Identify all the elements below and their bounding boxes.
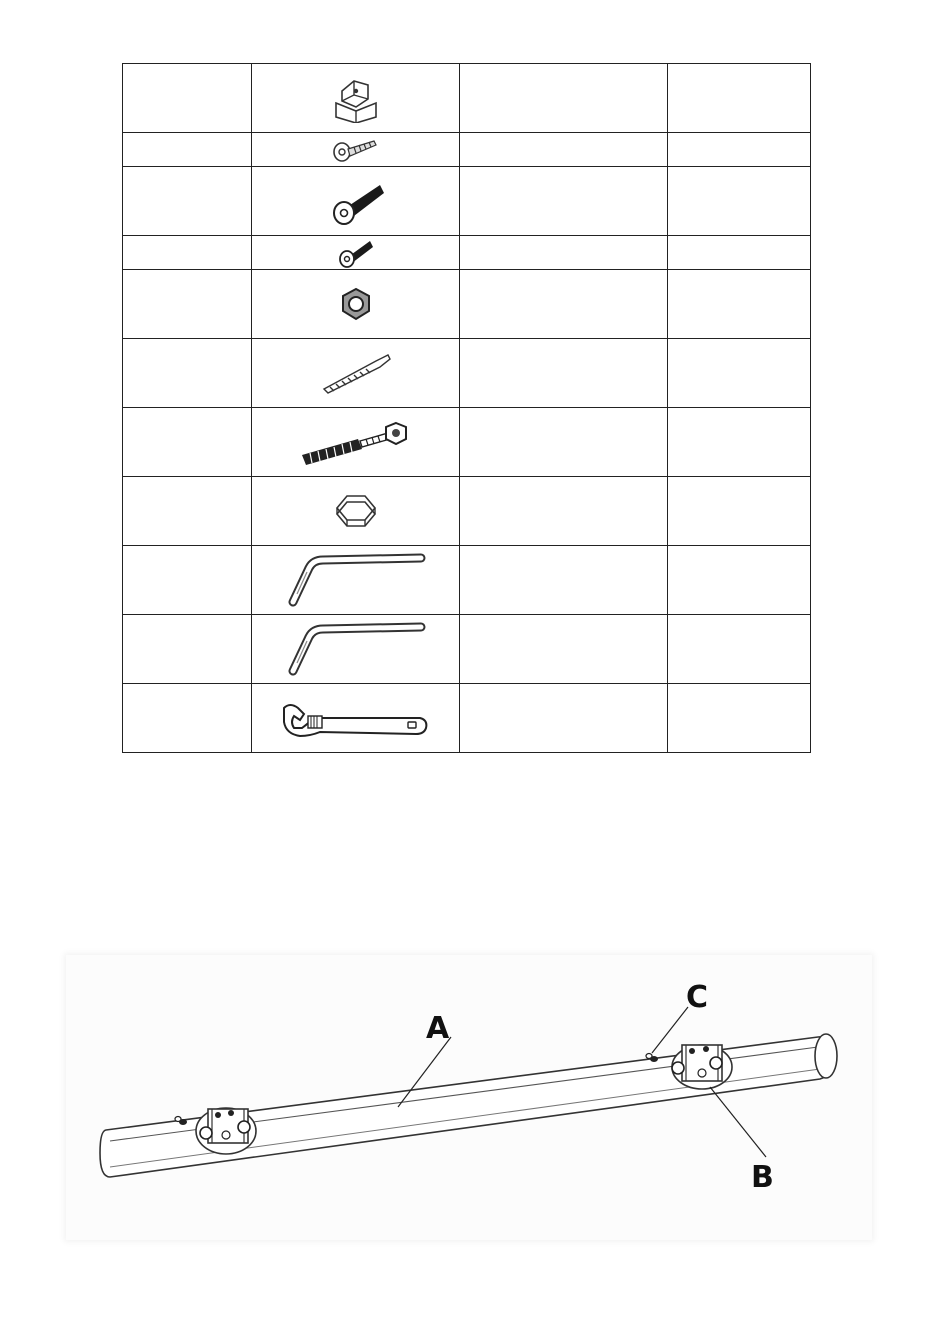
tube-end-cap: [815, 1034, 837, 1078]
part-image-cell: [252, 270, 460, 339]
part-ref: [123, 167, 252, 236]
part-qty: [668, 477, 811, 546]
part-image-cell: [252, 477, 460, 546]
part-description: [460, 167, 668, 236]
long-bolt-icon: [324, 173, 388, 229]
part-qty: [668, 270, 811, 339]
part-qty: [668, 339, 811, 408]
callout-a: A: [426, 1011, 450, 1046]
callout-b: B: [751, 1160, 774, 1195]
part-ref: [123, 408, 252, 477]
bracket-icon: [326, 73, 386, 123]
part-ref: [123, 236, 252, 270]
wall-anchor-bolt-icon: [296, 417, 416, 467]
part-image-cell: [252, 339, 460, 408]
wood-screw-icon: [318, 351, 394, 395]
part-description: [460, 408, 668, 477]
part-image-cell: [252, 133, 460, 167]
part-qty: [668, 167, 811, 236]
assembly-drawing: [66, 955, 872, 1240]
part-image-cell: [252, 408, 460, 477]
part-description: [460, 615, 668, 684]
small-screw-icon: [330, 135, 382, 165]
table-row: [123, 236, 811, 270]
callout-c: C: [686, 980, 709, 1015]
part-image-cell: [252, 546, 460, 615]
part-qty: [668, 546, 811, 615]
table-row: [123, 477, 811, 546]
table-row: [123, 167, 811, 236]
part-image-cell: [252, 684, 460, 753]
adjustable-wrench-icon: [280, 698, 432, 738]
part-qty: [668, 133, 811, 167]
table-row: [123, 546, 811, 615]
part-image-cell: [252, 615, 460, 684]
part-ref: [123, 477, 252, 546]
part-image-cell: [252, 64, 460, 133]
part-description: [460, 270, 668, 339]
table-row: [123, 684, 811, 753]
part-description: [460, 546, 668, 615]
part-qty: [668, 64, 811, 133]
part-ref: [123, 546, 252, 615]
table-row: [123, 615, 811, 684]
part-description: [460, 64, 668, 133]
table-row: [123, 408, 811, 477]
part-qty: [668, 236, 811, 270]
leader-line-b: [710, 1087, 766, 1157]
part-ref: [123, 64, 252, 133]
allen-key-small-icon: [281, 619, 431, 679]
part-description: [460, 477, 668, 546]
part-description: [460, 339, 668, 408]
part-image-cell: [252, 167, 460, 236]
table-row: [123, 64, 811, 133]
parts-table: [122, 63, 811, 753]
part-ref: [123, 615, 252, 684]
table-row: [123, 339, 811, 408]
part-image-cell: [252, 236, 460, 270]
part-ref: [123, 133, 252, 167]
hex-nut-icon: [338, 286, 374, 322]
part-qty: [668, 408, 811, 477]
part-ref: [123, 270, 252, 339]
short-bolt-icon: [334, 237, 378, 269]
part-qty: [668, 615, 811, 684]
left-bracket: [196, 1108, 256, 1154]
hex-insert-icon: [333, 492, 379, 530]
assembly-diagram: [66, 955, 872, 1240]
table-row: [123, 133, 811, 167]
part-qty: [668, 684, 811, 753]
part-description: [460, 236, 668, 270]
allen-key-large-icon: [281, 550, 431, 610]
part-description: [460, 133, 668, 167]
part-ref: [123, 339, 252, 408]
right-bracket: [672, 1045, 732, 1089]
part-description: [460, 684, 668, 753]
table-row: [123, 270, 811, 339]
part-ref: [123, 684, 252, 753]
